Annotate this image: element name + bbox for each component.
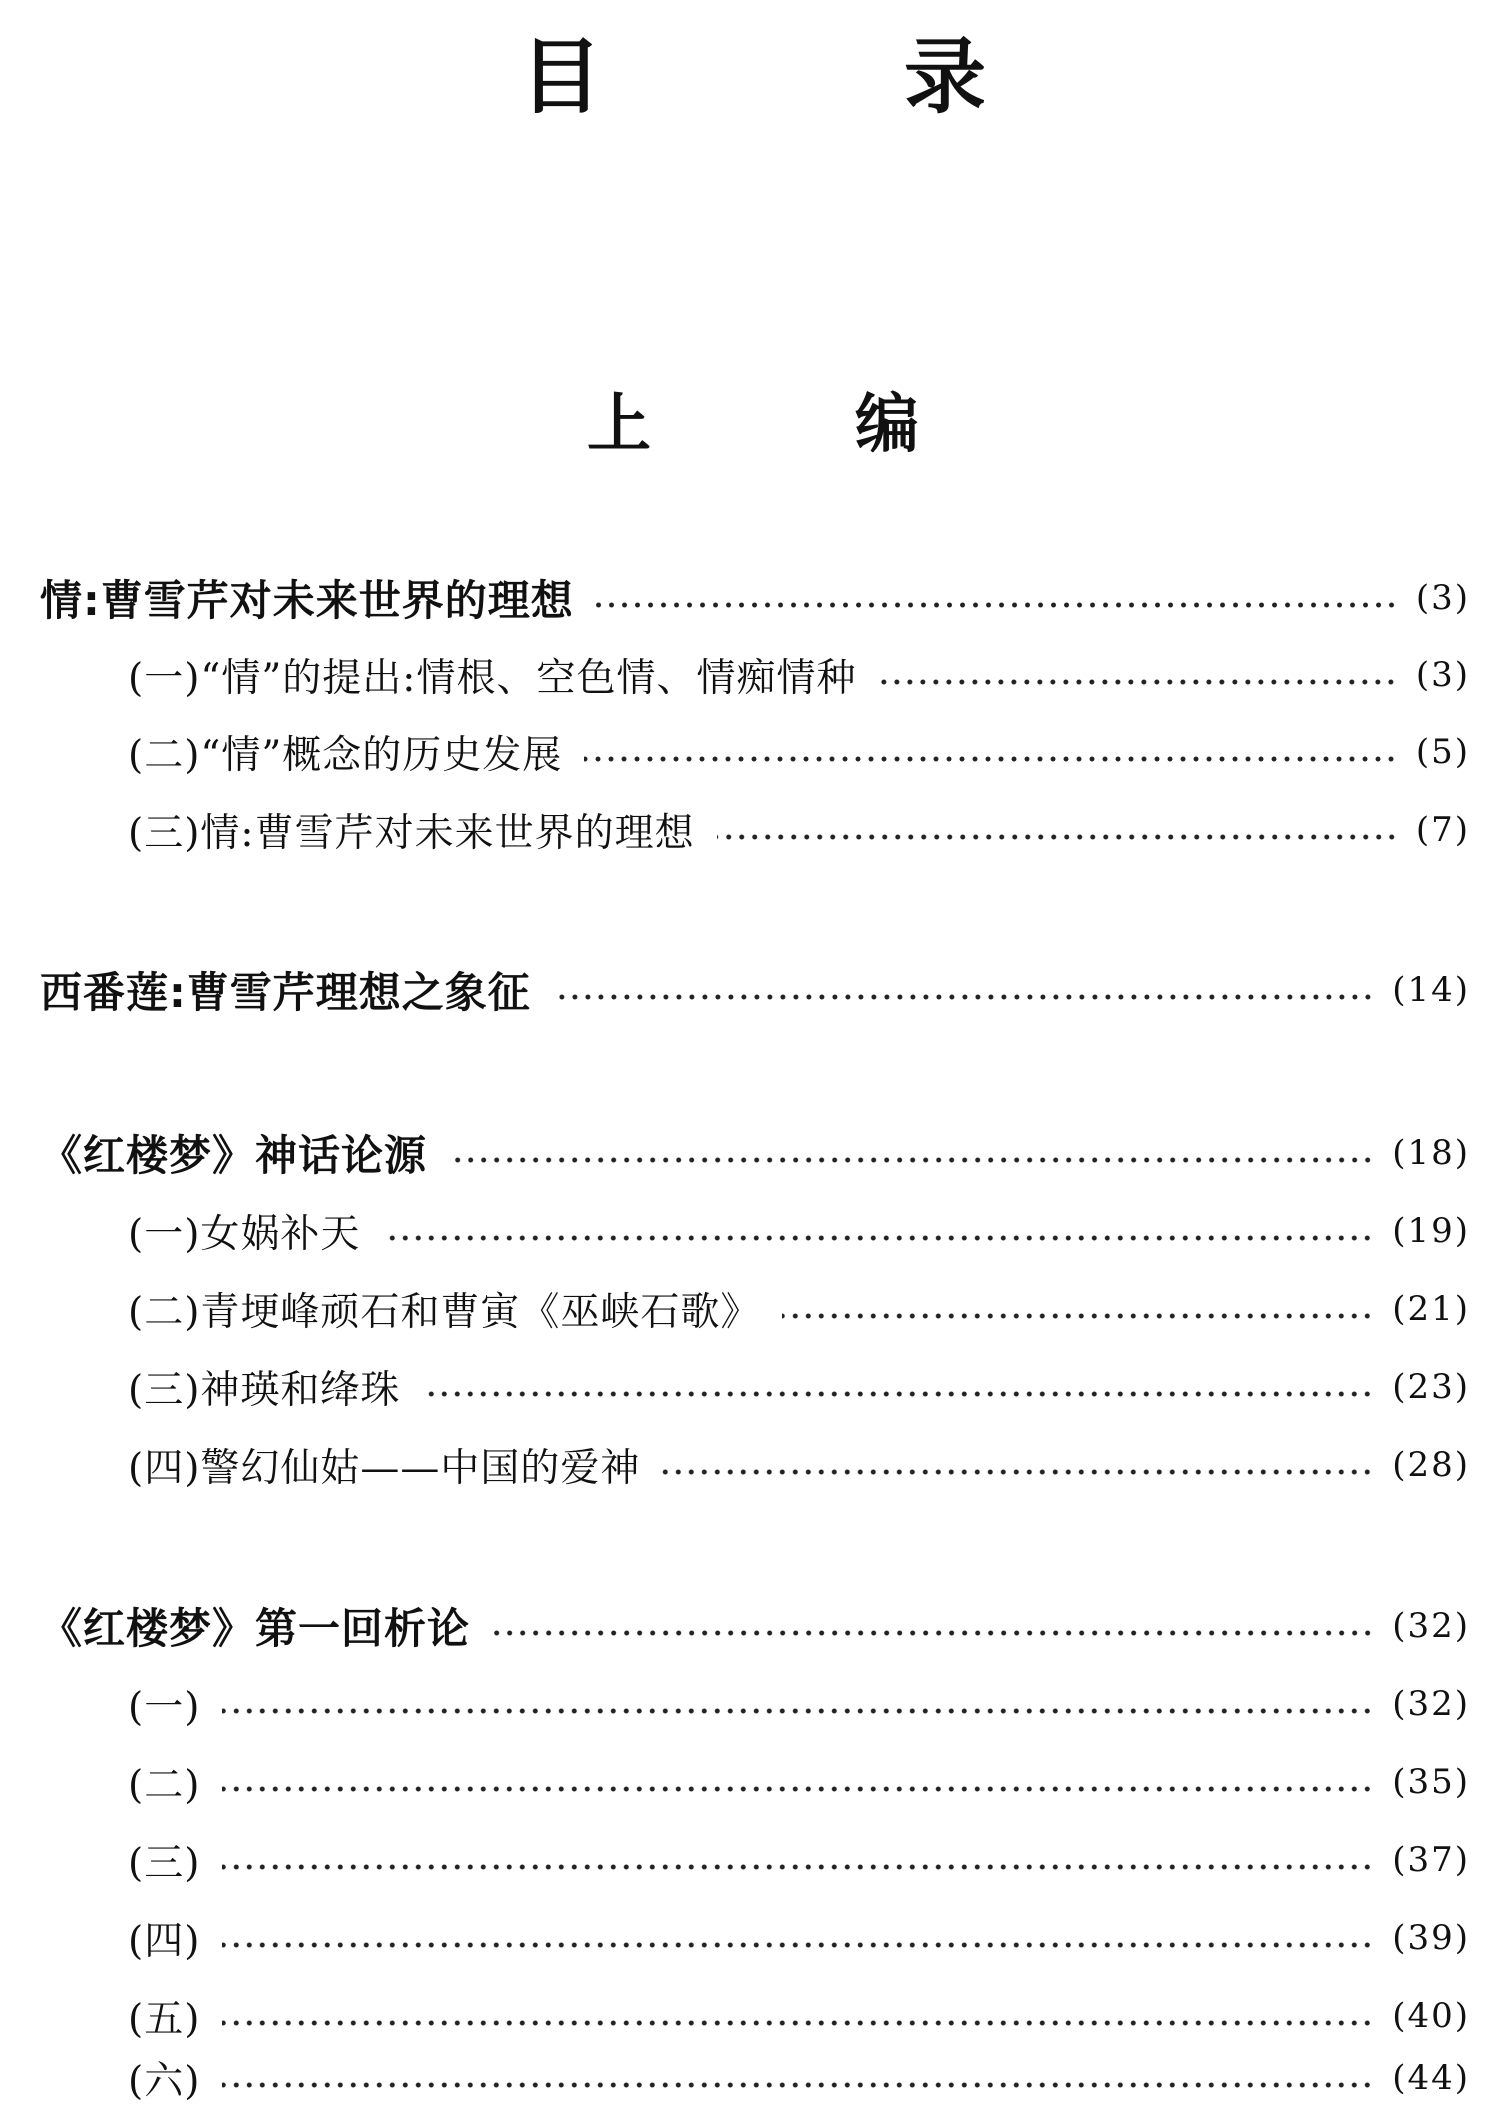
dot-leader (222, 1707, 1374, 1715)
toc-entry-label: (五) (128, 1997, 201, 2042)
toc-entry-label: (三)情:曹雪芹对未来世界的理想 (128, 811, 695, 856)
section-heading: 上 编 (587, 387, 989, 462)
dot-leader (422, 1390, 1374, 1398)
toc-page-number: (35) (1392, 1762, 1470, 1802)
dot-leader (222, 2019, 1374, 2027)
toc-entry-subsection[interactable] (0, 1357, 1506, 1417)
toc-page-number: (21) (1392, 1289, 1470, 1329)
dot-leader (584, 755, 1398, 763)
toc-page-number: (23) (1392, 1367, 1470, 1407)
toc-entry-chapter[interactable] (0, 1123, 1506, 1183)
toc-entry-subsection[interactable] (0, 800, 1506, 860)
toc-entry-label: (二)青埂峰顽石和曹寅《巫峡石歌》 (128, 1290, 761, 1335)
toc-entry-label: 西番莲:曹雪芹理想之象征 (40, 968, 531, 1017)
toc-entry-label: (四)警幻仙姑——中国的爱神 (128, 1446, 641, 1491)
toc-entry-chapter[interactable] (0, 1596, 1506, 1656)
toc-entry-label: 情:曹雪芹对未来世界的理想 (40, 576, 574, 625)
toc-page-number: (39) (1392, 1918, 1470, 1958)
dot-leader (222, 1863, 1374, 1871)
dot-leader (782, 1312, 1374, 1320)
toc-page-number: (44) (1392, 2058, 1470, 2098)
toc-entry-label: 《红楼梦》第一回析论 (40, 1604, 471, 1653)
toc-entry-label: (一)“情”的提出:情根、空色情、情痴情种 (128, 656, 857, 701)
dot-leader (382, 1234, 1374, 1242)
toc-entry-subsection[interactable] (0, 645, 1506, 705)
toc-entry-subsection[interactable] (0, 1830, 1506, 1890)
toc-entry-label: (六) (128, 2059, 201, 2104)
dot-leader (878, 678, 1397, 686)
toc-page-number: (32) (1392, 1606, 1470, 1646)
dot-leader (222, 1941, 1374, 1949)
toc-page-number: (7) (1415, 810, 1470, 850)
dot-leader (222, 2081, 1374, 2089)
toc-entry-label: (二) (128, 1763, 201, 1808)
dot-leader (449, 1156, 1374, 1164)
toc-entry-label: (三) (128, 1841, 201, 1886)
toc-entry-label: (二)“情”概念的历史发展 (128, 733, 563, 778)
toc-entry-subsection[interactable] (0, 1908, 1506, 1968)
dot-leader (492, 1629, 1374, 1637)
toc-entry-subsection[interactable] (0, 1986, 1506, 2046)
toc-page-number: (37) (1392, 1840, 1470, 1880)
toc-entry-subsection[interactable] (0, 1279, 1506, 1339)
toc-page-number: (3) (1415, 578, 1470, 618)
toc-entry-label: (三)神瑛和绛珠 (128, 1368, 401, 1413)
toc-entry-subsection[interactable] (0, 1752, 1506, 1812)
dot-leader (222, 1785, 1374, 1793)
toc-page-number: (3) (1415, 655, 1470, 695)
toc-page-number: (19) (1392, 1211, 1470, 1251)
toc-page-number: (18) (1392, 1133, 1470, 1173)
toc-entry-label: (一) (128, 1685, 201, 1730)
toc-entry-label: (四) (128, 1919, 201, 1964)
toc-page-number: (40) (1392, 1996, 1470, 2036)
toc-entry-label: (一)女娲补天 (128, 1212, 361, 1257)
dot-leader (662, 1468, 1374, 1476)
page-title: 目 录 (519, 29, 1096, 125)
toc-page-number: (14) (1392, 970, 1470, 1010)
toc-entry-subsection[interactable] (0, 1674, 1506, 1734)
toc-entry-subsection[interactable] (0, 1201, 1506, 1261)
toc-entry-label: 《红楼梦》神话论源 (40, 1131, 428, 1180)
toc-page-number: (32) (1392, 1684, 1470, 1724)
toc-entry-chapter[interactable] (0, 960, 1506, 1020)
dot-leader (717, 833, 1398, 841)
toc-entry-subsection[interactable] (0, 2048, 1506, 2108)
toc-entry-subsection[interactable] (0, 1435, 1506, 1495)
toc-page-number: (5) (1415, 732, 1470, 772)
dot-leader (553, 993, 1374, 1001)
toc-page-number: (28) (1392, 1445, 1470, 1485)
toc-entry-chapter[interactable] (0, 568, 1506, 628)
dot-leader (596, 601, 1398, 609)
toc-entry-subsection[interactable] (0, 722, 1506, 782)
